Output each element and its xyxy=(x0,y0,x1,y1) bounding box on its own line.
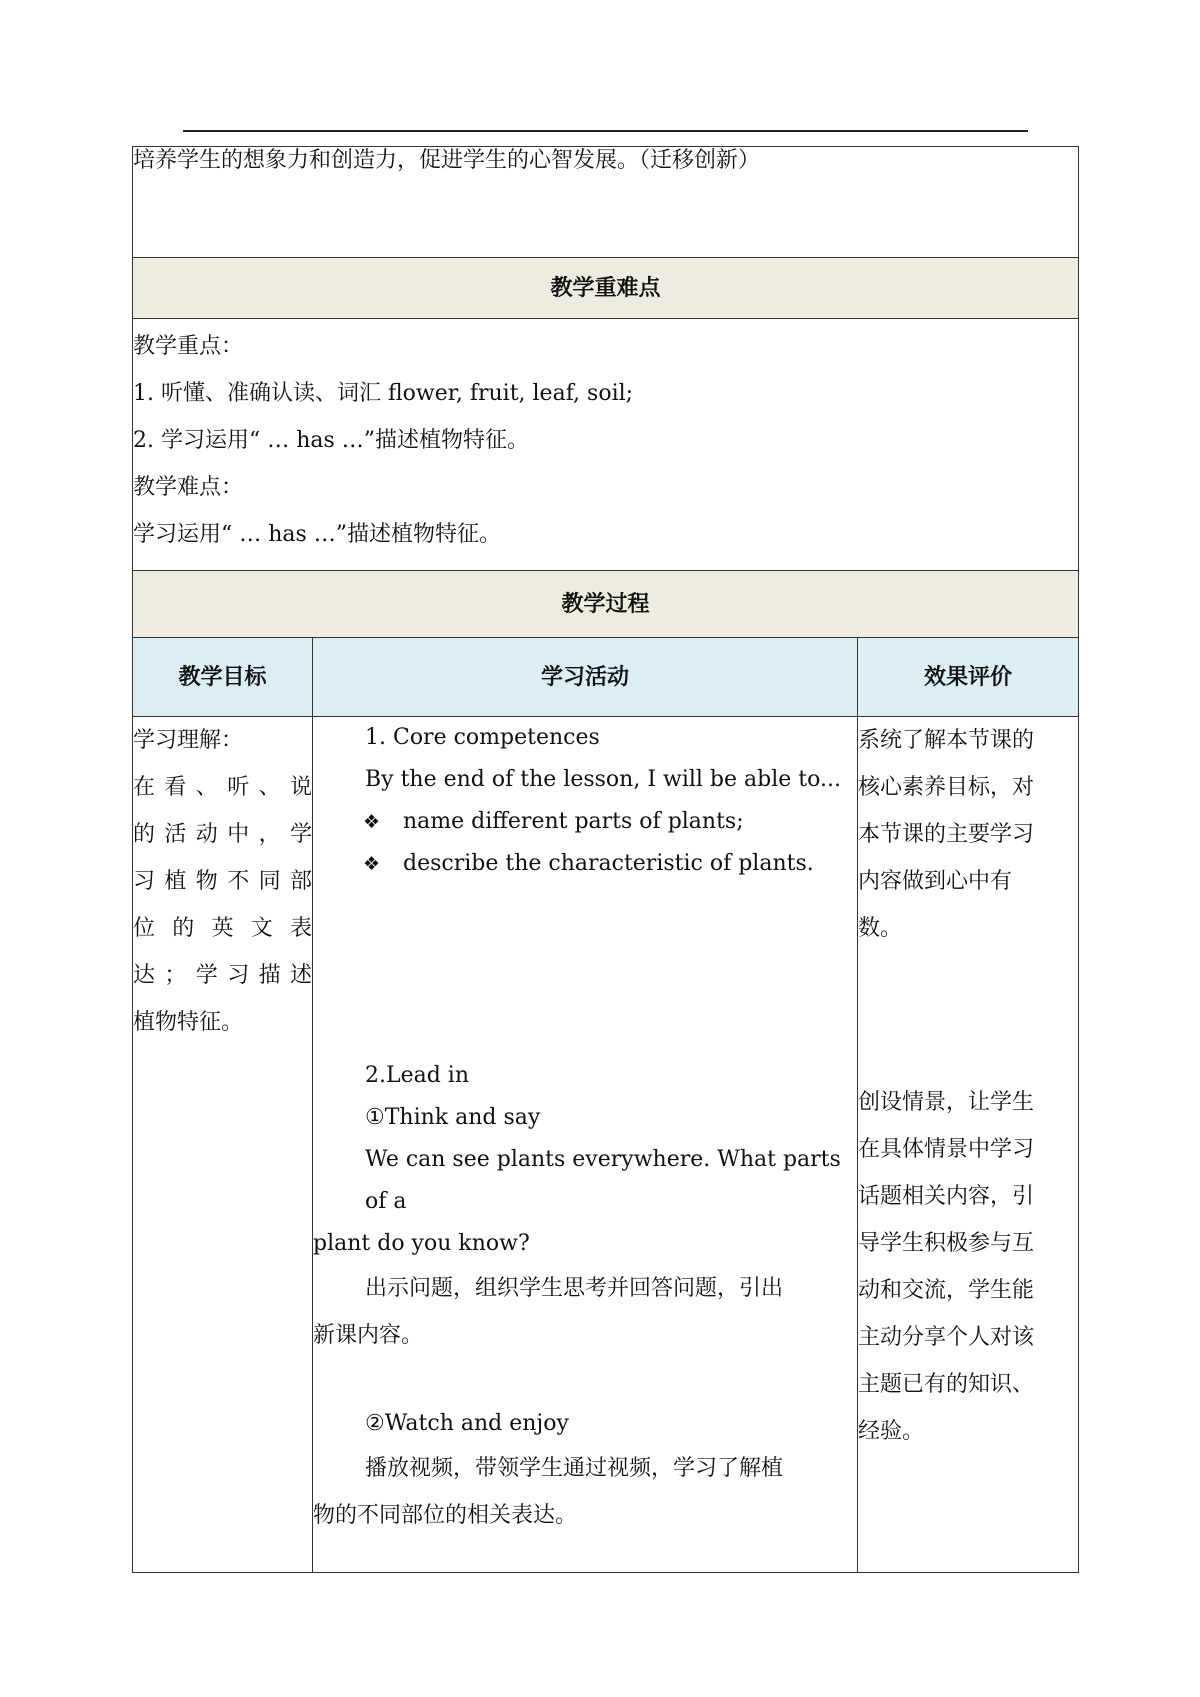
focus-label: 教学重点： xyxy=(133,334,244,359)
evaluation-line: 主题已有的知识、 xyxy=(858,1372,1035,1397)
spacer xyxy=(313,1359,857,1403)
evaluation-line: 创设情景，让学生 xyxy=(858,1090,1035,1115)
focus-item-1: 1. 听懂、准确认读、词汇 flower, fruit, leaf, soil; xyxy=(133,381,634,406)
process-header: 教学过程 xyxy=(133,571,1079,638)
goal-cell xyxy=(133,717,313,1573)
process-header-row xyxy=(133,571,1079,638)
diamond-bullet-icon: ❖ xyxy=(363,811,381,833)
goal-line: 位的英文表 xyxy=(133,916,312,941)
evaluation-line: 在具体情景中学习 xyxy=(858,1137,1035,1162)
evaluation-cell xyxy=(858,717,1079,1573)
question-line-2: plant do you know? xyxy=(313,1231,530,1256)
core-competences-title: 1. Core competences xyxy=(365,725,600,750)
activity-cell xyxy=(313,717,858,1573)
top-text-row xyxy=(133,147,1079,258)
evaluation-line: 核心素养目标，对 xyxy=(858,775,1035,800)
goal-column-header: 教学目标 xyxy=(133,638,313,717)
lead-in-title: 2.Lead in xyxy=(365,1063,470,1088)
key-points-row xyxy=(133,319,1079,571)
column-header-row xyxy=(133,638,1079,717)
bullet-text: name different parts of plants; xyxy=(403,809,744,834)
key-points-cell xyxy=(133,319,1079,571)
difficulty-item-1: 学习运用“ … has …”描述植物特征。 xyxy=(133,522,502,547)
watch-and-enjoy-title: ②Watch and enjoy xyxy=(365,1411,569,1436)
goal-line: 植物特征。 xyxy=(133,1010,244,1035)
evaluation-line: 本节课的主要学习 xyxy=(858,822,1035,847)
evaluation-line: 动和交流，学生能 xyxy=(858,1278,1035,1303)
goal-line: 习植物不同部 xyxy=(133,869,312,894)
goal-line: 达；学习描述 xyxy=(133,963,312,988)
top-text: 培养学生的想象力和创造力，促进学生的心智发展。（迁移创新） xyxy=(133,148,761,173)
question-line-1: We can see plants everywhere. What parts of a xyxy=(365,1147,841,1214)
spacer xyxy=(313,885,857,1055)
bullet-text: describe the characteristic of plants. xyxy=(403,851,814,876)
instruction-line-2b: 物的不同部位的相关表达。 xyxy=(313,1503,578,1528)
top-text-cell xyxy=(133,147,1079,258)
evaluation-line: 系统了解本节课的 xyxy=(858,728,1035,753)
focus-item-2: 2. 学习运用“ … has …”描述植物特征。 xyxy=(133,428,530,453)
evaluation-line: 数。 xyxy=(858,916,903,941)
header-rule xyxy=(183,130,1028,132)
bullet-item xyxy=(313,843,857,885)
evaluation-line: 导学生积极参与互 xyxy=(858,1231,1035,1256)
think-and-say-title: ①Think and say xyxy=(365,1105,541,1130)
evaluation-line: 内容做到心中有 xyxy=(858,869,1013,894)
evaluation-line: 话题相关内容，引 xyxy=(858,1184,1035,1209)
spacer xyxy=(858,952,1078,1079)
activity-column-header: 学习活动 xyxy=(313,638,858,717)
instruction-line-2a: 播放视频，带领学生通过视频，学习了解植 xyxy=(365,1456,784,1481)
evaluation-line: 经验。 xyxy=(858,1419,925,1444)
evaluation-column-header: 效果评价 xyxy=(858,638,1079,717)
diamond-bullet-icon: ❖ xyxy=(363,853,381,875)
bullet-item xyxy=(313,801,857,843)
difficulty-label: 教学难点： xyxy=(133,475,244,500)
evaluation-line: 主动分享个人对该 xyxy=(858,1325,1035,1350)
lesson-plan-table xyxy=(132,146,1079,1573)
process-row xyxy=(133,717,1079,1573)
key-points-header-row xyxy=(133,258,1079,319)
core-competences-intro: By the end of the lesson, I will be able to... xyxy=(365,767,841,792)
goal-line: 学习理解： xyxy=(133,728,244,753)
instruction-line-1b: 新课内容。 xyxy=(313,1323,424,1348)
goal-line: 的活动中，学 xyxy=(133,822,312,847)
goal-line: 在看、听、说 xyxy=(133,775,312,800)
instruction-line-1a: 出示问题，组织学生思考并回答问题，引出 xyxy=(365,1276,784,1301)
key-points-header: 教学重难点 xyxy=(133,258,1079,319)
